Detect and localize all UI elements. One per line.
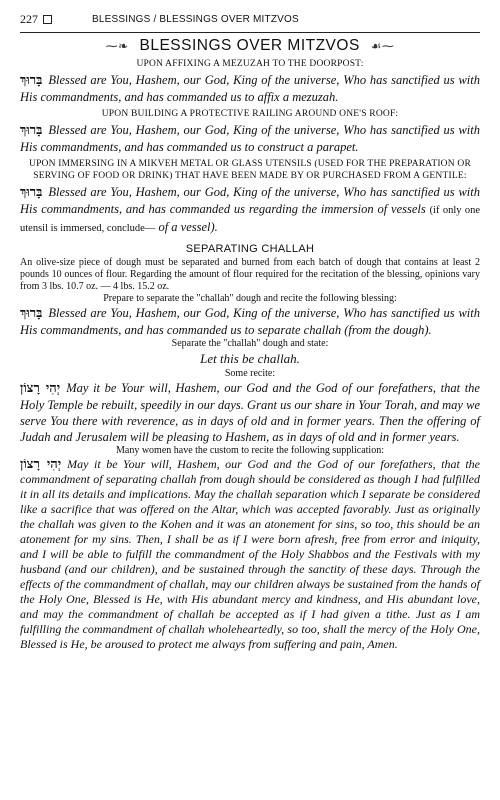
prayer-text: May it be Your will, Hashem, our God and the God of our forefathers, that the Holy Temple be rebuilt, speedily in our days. Grant us our share in Your Torah, and may we serve You there with reverence, as in days of old and in former years. Then the offering of Judah and Jerusalem will be pleasing to Hashem, as in days of old and in former years.: [20, 381, 480, 444]
supplication-text: May it be Your will, Hashem, our God and the God of our forefathers, that the commandment of separating challah from dough should be considered as though I had fulfilled it in all its details and implications. May the challah separation which I separate be considered like a sacrifice that was offered on the Altar, which was accepted favorably. Just as originally the challah was given to the Kohen and it was an atonement for sins, so too, this should be an atonement for my sins. Then, I shall be as if I were born afresh, free from error and iniquity, and I will be able to fulfill the commandment of the Holy Shabbos and the Festivals with my husband (and our children), and be sustained through the sanctity of these days. Through the effects of the commandment of challah, may our children always be sustained from the hands of the Holy One, Blessed is He, with His abundant mercy and kindness, and His abundant love, and may the commandment of challah be accepted as if I had given a tithe. Just as I am fulfilling the commandment of challah wholeheartedly, so too, shall the mercy of the Holy One, Blessed is He, be aroused to protect me always from suffering and pain, Amen.: [20, 457, 480, 651]
blessing-challah: [20, 305, 480, 338]
blessing-mezuzah: [20, 72, 480, 105]
page-title: BLESSINGS OVER MITZVOS: [139, 37, 360, 54]
immersion-note-end: of a vessel).: [158, 220, 218, 234]
page-marker-icon: [43, 15, 52, 24]
page-title-row: [20, 37, 480, 55]
blessing-immersion: [20, 184, 480, 237]
hebrew-baruch: בָּרוּךְ: [20, 123, 43, 138]
blessing-text: Blessed are You, Hashem, our God, King of the universe, Who has sanctified us with His commandments, and has commanded us to affix a mezuzah.: [20, 73, 480, 104]
hebrew-baruch: בָּרוּךְ: [20, 185, 43, 200]
supplication: [20, 457, 480, 652]
rubric-railing: UPON BUILDING A PROTECTIVE RAILING AROUND ONE'S ROOF:: [101, 109, 399, 119]
blessing-text: Blessed are You, Hashem, our God, King of the universe, Who has sanctified us with His commandments, and has commanded us to separate challah (from the dough).: [20, 306, 480, 337]
hebrew-baruch: בָּרוּךְ: [20, 73, 43, 88]
ornament-left-icon: ⁓❧: [105, 39, 129, 53]
rubric-mezuzah: UPON AFFIXING A MEZUZAH TO THE DOORPOST:: [136, 59, 364, 69]
blessing-railing: [20, 122, 480, 155]
page-number: 227: [20, 11, 38, 26]
running-title: BLESSINGS / BLESSINGS OVER MITZVOS: [92, 13, 299, 25]
some-recite-instruction: Some recite:: [224, 368, 276, 379]
rubric-immersion: UPON IMMERSING IN A MIKVEH METAL OR GLASS UTENSILS (USED FOR THE PREPARATION OR SERVING OF FOOD OR DRINK) THAT HAVE BEEN MADE BY OR PURCHASED FROM A GENTILE:: [29, 159, 471, 181]
blessing-text: Blessed are You, Hashem, our God, King of the universe, Who has sanctified us with His commandments, and has commanded us to construct a parapet.: [20, 123, 480, 154]
header-divider: [20, 32, 480, 33]
hebrew-yehi-ratzon: יְהִי רָצוֹן: [20, 381, 61, 396]
challah-intro: An olive-size piece of dough must be separated and burned from each batch of dough that contains at least 2 pounds 10 ounces of flour. Regarding the amount of flour required for the recitation of the blessing, opinions vary from 3 lbs. 10.7 oz. — 4 lbs. 15.2 oz.: [20, 257, 480, 292]
women-custom-instruction: Many women have the custom to recite the following supplication:: [116, 445, 384, 456]
challah-separate-instruction: Separate the "challah" dough and state:: [171, 338, 329, 349]
running-head: [20, 8, 480, 30]
blessing-text: Blessed are You, Hashem, our God, King of the universe, Who has sanctified us with His commandments, and has commanded us regarding the immersion of vessels: [20, 185, 480, 216]
ornament-right-icon: ☙⁓: [370, 39, 395, 53]
section-title-challah: SEPARATING CHALLAH: [185, 243, 315, 255]
hebrew-baruch: בָּרוּךְ: [20, 306, 43, 321]
hebrew-yehi-ratzon: יְהִי רָצוֹן: [20, 457, 62, 472]
challah-prepare: Prepare to separate the "challah" dough and recite the following blessing:: [103, 293, 397, 304]
immersion-note: (if only one utensil is immersed, conclude—: [20, 205, 480, 234]
challah-statement: Let this be challah.: [200, 351, 300, 366]
prayer-temple: [20, 380, 480, 445]
